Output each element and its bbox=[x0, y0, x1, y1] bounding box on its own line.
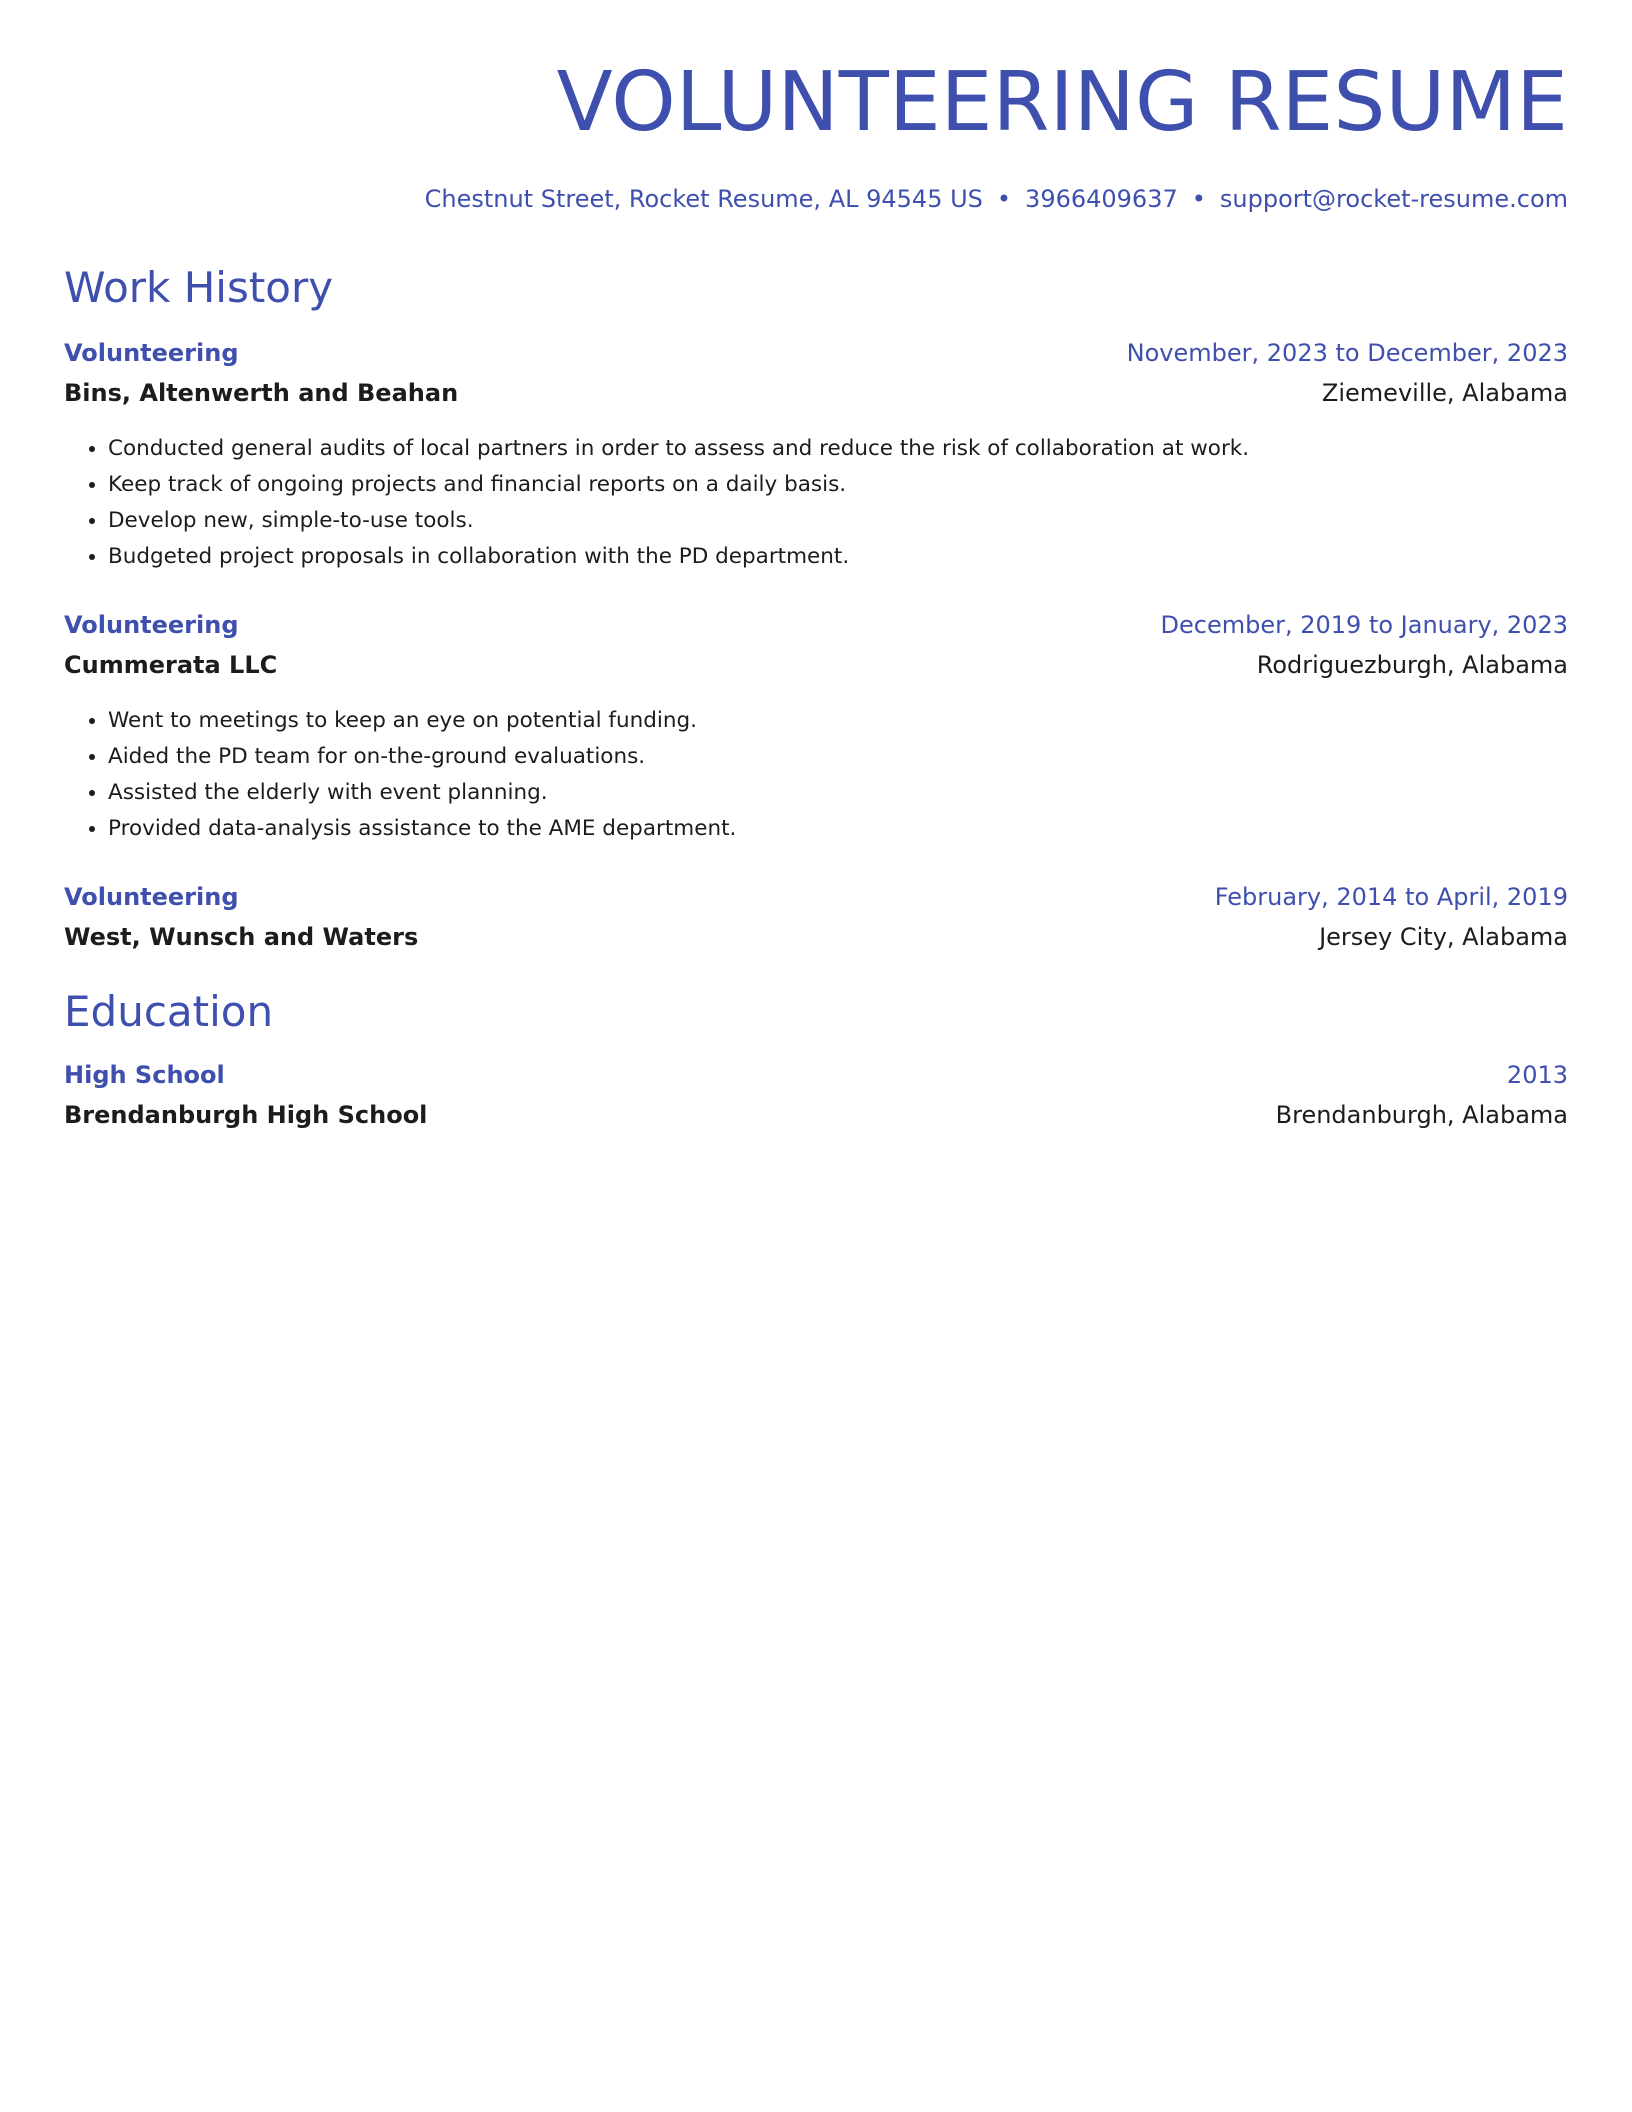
work-entry bbox=[64, 339, 1568, 575]
education-degree: High School bbox=[64, 1061, 225, 1089]
work-bullets bbox=[64, 431, 1568, 575]
work-bullet: • Aided the PD team for on-the-ground evaluations. bbox=[108, 739, 1568, 775]
work-role: Volunteering bbox=[64, 611, 239, 639]
work-bullet: • Provided data-analysis assistance to the AME department. bbox=[108, 811, 1568, 847]
work-dates: November, 2023 to December, 2023 bbox=[1126, 339, 1568, 367]
work-org: Bins, Altenwerth and Beahan bbox=[64, 379, 459, 407]
education-heading: Education bbox=[64, 987, 274, 1036]
education-location: Brendanburgh, Alabama bbox=[1275, 1101, 1568, 1129]
work-history-heading: Work History bbox=[64, 263, 334, 312]
work-dates: December, 2019 to January, 2023 bbox=[1160, 611, 1568, 639]
contact-phone: 3966409637 bbox=[1025, 185, 1178, 213]
education-year: 2013 bbox=[1506, 1061, 1568, 1089]
work-bullet: • Conducted general audits of local partners in order to assess and reduce the risk of collaboration at work. bbox=[108, 431, 1568, 467]
contact-address: Chestnut Street, Rocket Resume, AL 94545 US bbox=[424, 185, 983, 213]
education-entry bbox=[64, 1061, 1568, 1129]
education-entry-subheader bbox=[64, 1101, 1568, 1129]
work-bullet: • Develop new, simple-to-use tools. bbox=[108, 503, 1568, 539]
work-dates: February, 2014 to April, 2019 bbox=[1214, 883, 1568, 911]
work-bullet: • Went to meetings to keep an eye on potential funding. bbox=[108, 703, 1568, 739]
work-bullets bbox=[64, 703, 1568, 847]
work-location: Rodriguezburgh, Alabama bbox=[1256, 651, 1568, 679]
work-bullet: • Assisted the elderly with event planning. bbox=[108, 775, 1568, 811]
work-org: West, Wunsch and Waters bbox=[64, 923, 419, 951]
work-entry-subheader bbox=[64, 379, 1568, 407]
work-bullet: • Keep track of ongoing projects and financial reports on a daily basis. bbox=[108, 467, 1568, 503]
resume-title: VOLUNTEERING RESUME bbox=[556, 55, 1568, 150]
work-entry bbox=[64, 883, 1568, 951]
separator-dot: • bbox=[996, 185, 1012, 213]
contact-line bbox=[64, 185, 1568, 213]
work-bullet: • Budgeted project proposals in collaboration with the PD department. bbox=[108, 539, 1568, 575]
work-entry-subheader bbox=[64, 923, 1568, 951]
contact-email: support@rocket-resume.com bbox=[1219, 185, 1568, 213]
work-role: Volunteering bbox=[64, 339, 239, 367]
work-entry-header bbox=[64, 883, 1568, 911]
education-school: Brendanburgh High School bbox=[64, 1101, 428, 1129]
work-location: Ziemeville, Alabama bbox=[1321, 379, 1568, 407]
separator-dot: • bbox=[1191, 185, 1206, 213]
work-entry-subheader bbox=[64, 651, 1568, 679]
work-entry-header bbox=[64, 339, 1568, 367]
work-org: Cummerata LLC bbox=[64, 651, 278, 679]
work-location: Jersey City, Alabama bbox=[1319, 923, 1568, 951]
work-entry-header bbox=[64, 611, 1568, 639]
work-role: Volunteering bbox=[64, 883, 239, 911]
resume-page bbox=[64, 0, 1568, 1129]
education-entry-header bbox=[64, 1061, 1568, 1089]
work-entry bbox=[64, 611, 1568, 847]
